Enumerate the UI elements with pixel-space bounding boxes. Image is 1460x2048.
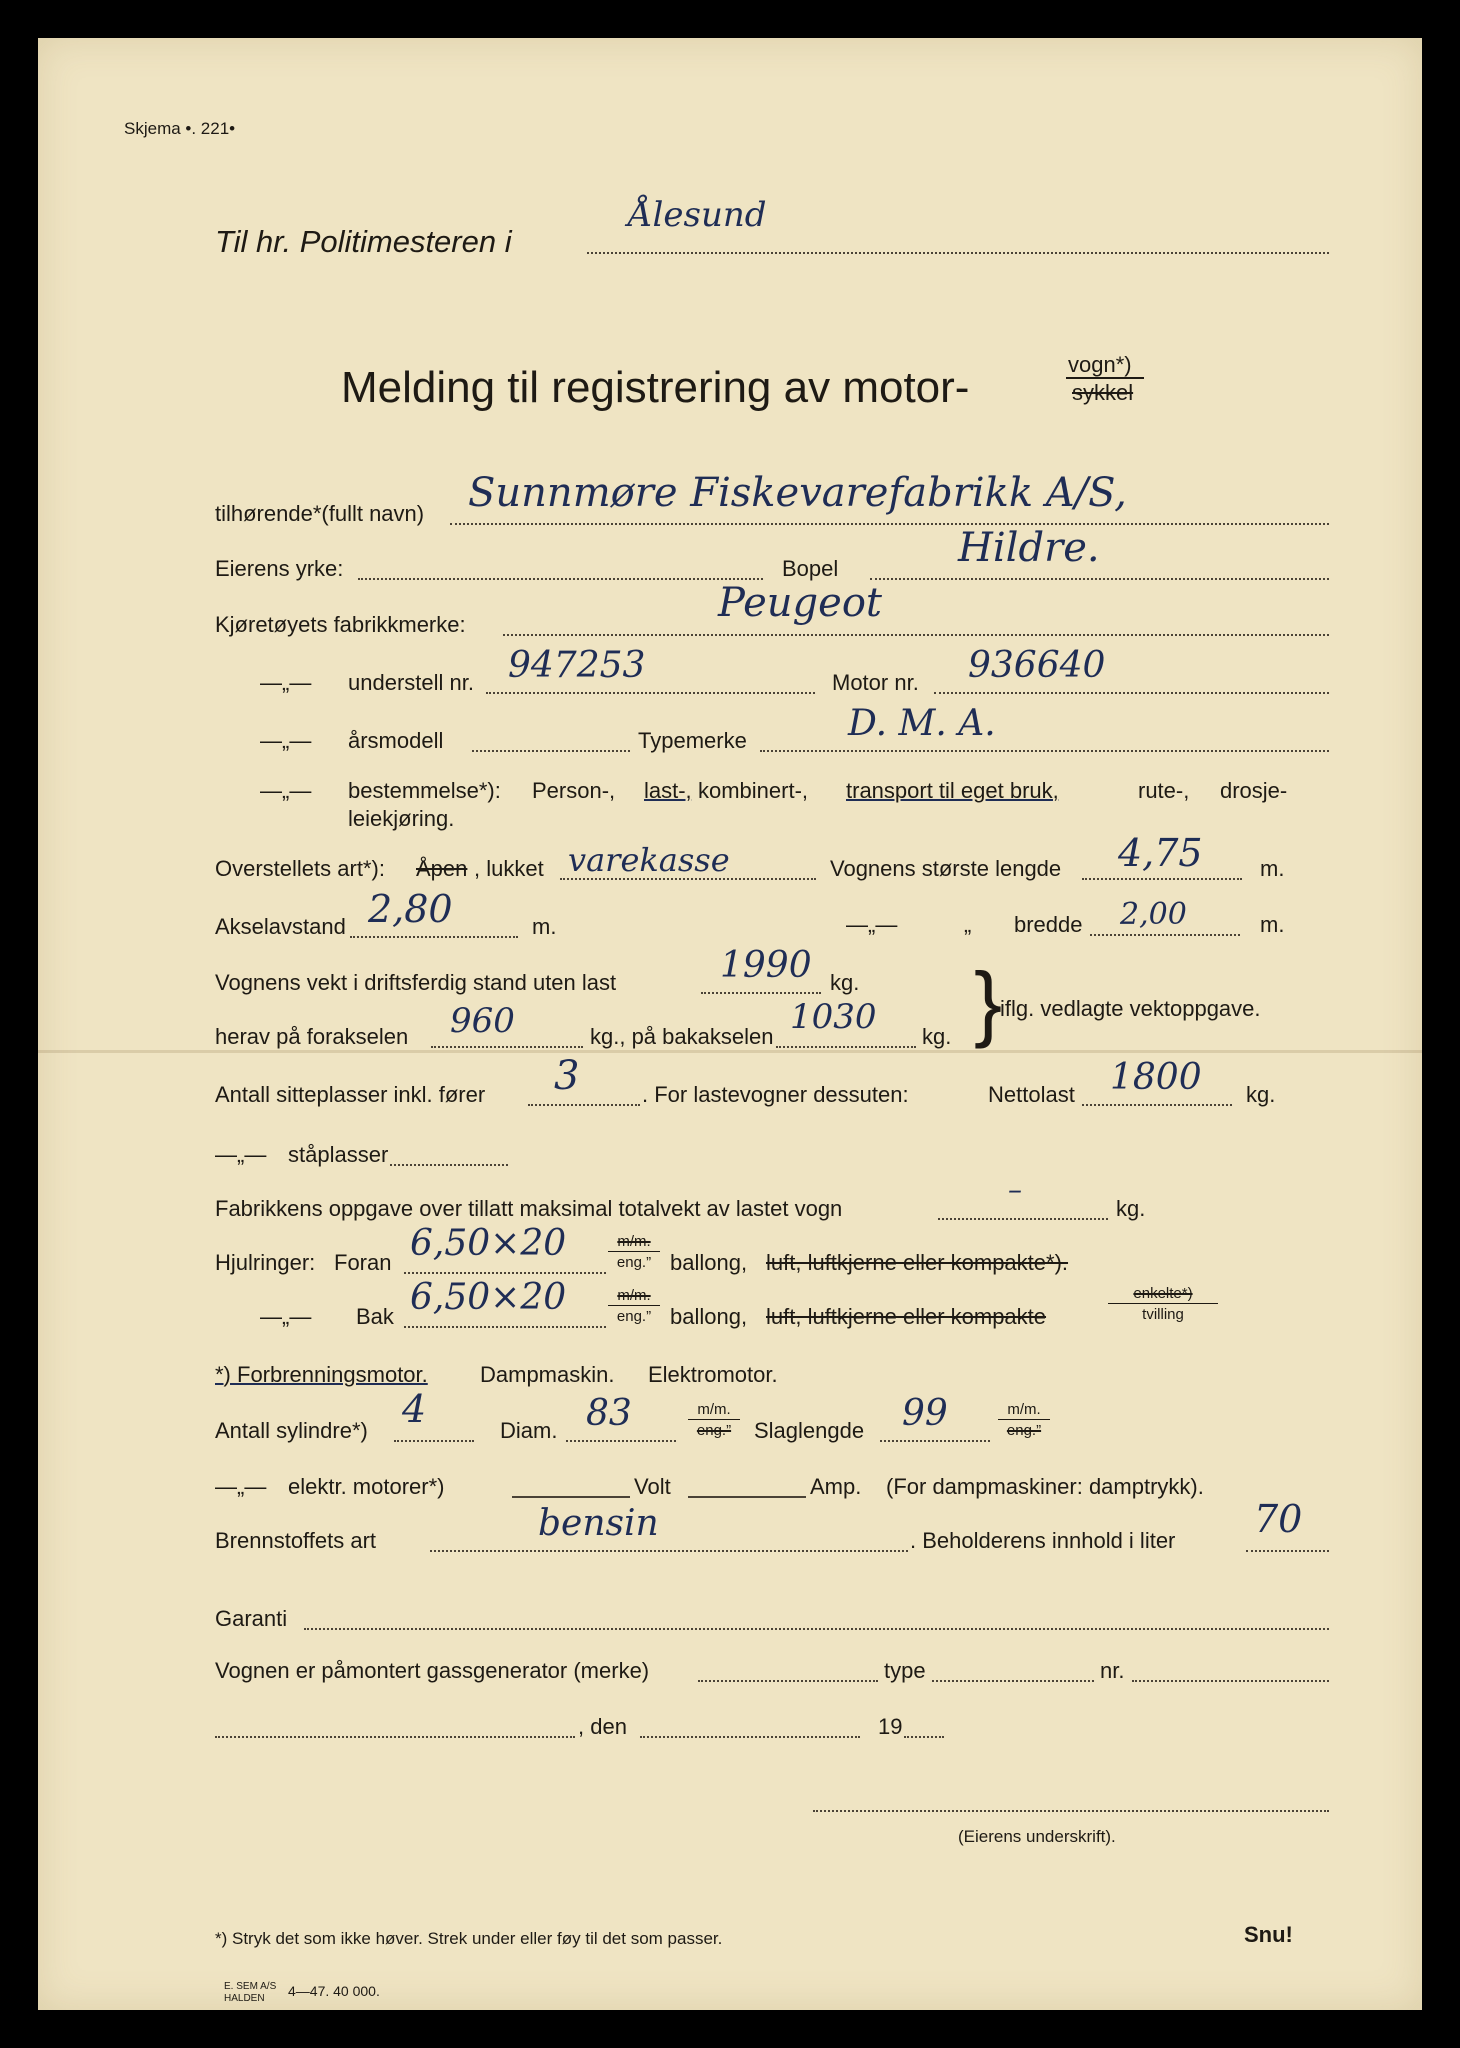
maxweight-unit: kg. (1116, 1196, 1146, 1221)
footnote: *) Stryk det som ikke høver. Strek under eller føy til det som passer. (215, 1929, 723, 1948)
body-label: Overstellets art*): (215, 856, 385, 881)
unit-mm: m/m. (688, 1402, 740, 1420)
wheelbase-value: 2,80 (368, 887, 453, 931)
width-label: bredde (1014, 912, 1083, 937)
residence-label: Bopel (782, 556, 839, 581)
title-option-vogn: vogn*) (1068, 352, 1132, 377)
purpose-kombinert: kombinert-, (698, 778, 809, 803)
rear-tire-line (404, 1326, 606, 1328)
weight-note: iflg. vedlagte vektoppgave. (1000, 996, 1261, 1021)
ditto-mark: —„— (260, 728, 312, 753)
elec-motors-line (512, 1496, 630, 1498)
guarantee-line (304, 1628, 1329, 1630)
printer-city: HALDEN (224, 1993, 265, 2004)
unit-mm: m/m. (608, 1288, 660, 1306)
gas-type-line (932, 1680, 1094, 1682)
purpose-line2: leiekjøring. (348, 806, 455, 831)
motor-value: 936640 (968, 645, 1106, 686)
make-value: Peugeot (718, 580, 882, 626)
make-line (503, 634, 1329, 636)
front-tire-balloon: ballong, (670, 1250, 748, 1275)
stroke-unit (998, 1402, 1050, 1438)
wheelbase-label: Akselavstand (215, 914, 346, 939)
gas-generator-line (698, 1680, 878, 1682)
signature-label: (Eierens underskrift). (958, 1827, 1116, 1846)
weight-value: 1990 (720, 945, 812, 986)
front-tire-rest: luft, luftkjerne eller kompakte*). (766, 1250, 1069, 1275)
wheelbase-unit: m. (532, 914, 557, 939)
width-unit: m. (1260, 912, 1285, 937)
ditto-mark: —„— (260, 1304, 312, 1329)
purpose-label: bestemmelse*): (348, 778, 501, 803)
net-load-unit: kg. (1246, 1082, 1276, 1107)
year-suffix-line (904, 1736, 944, 1738)
unit-eng: eng.” (1006, 1422, 1042, 1439)
addressee-line (587, 252, 1329, 254)
engine-steam: Dampmaskin. (480, 1362, 615, 1387)
purpose-person: Person-, (532, 778, 616, 803)
purpose-last: last-, (644, 778, 692, 803)
body-closed: , lukket (474, 856, 544, 881)
diam-unit (688, 1402, 740, 1438)
length-label: Vognens største lengde (830, 856, 1062, 881)
stroke-value: 99 (902, 1393, 948, 1434)
weight-line (701, 992, 821, 994)
net-load-line (1082, 1104, 1232, 1106)
rear-tire-value: 6,50×20 (410, 1277, 567, 1318)
occupation-line (358, 578, 763, 580)
front-tire-line (404, 1272, 606, 1274)
owner-line (450, 523, 1329, 525)
fuel-label: Brennstoffets art (215, 1528, 377, 1553)
seats-value: 3 (554, 1053, 580, 1099)
fuel-value: bensin (538, 1503, 659, 1544)
ditto-mark: —„— (215, 1142, 267, 1167)
chassis-line (486, 692, 815, 694)
diam-value: 83 (586, 1393, 632, 1434)
purpose-transport: transport til eget bruk, (846, 778, 1059, 803)
wheelbase-line (350, 936, 518, 938)
maxweight-line (938, 1218, 1108, 1220)
steam-pressure-label: (For dampmaskiner: damptrykk). (886, 1474, 1204, 1499)
stroke-label: Slaglengde (754, 1418, 865, 1443)
volt-line (688, 1496, 806, 1498)
maxweight-label: Fabrikkens oppgave over tillatt maksimal totalvekt av lastet vogn (215, 1196, 843, 1221)
cylinders-label: Antall sylindre*) (215, 1418, 368, 1443)
year-label: årsmodell (348, 728, 444, 753)
ditto-mark: —„— (260, 670, 312, 695)
weight-brace: } (974, 955, 1003, 1049)
net-load-value: 1800 (1110, 1057, 1202, 1098)
tank-line (1246, 1550, 1329, 1552)
residence-line (870, 578, 1329, 580)
tank-value: 70 (1254, 1497, 1303, 1541)
motor-label: Motor nr. (832, 670, 919, 695)
length-unit: m. (1260, 856, 1285, 881)
net-load-label: Nettolast (988, 1082, 1075, 1107)
rear-axle-value: 1030 (790, 997, 877, 1037)
body-value: varekasse (568, 841, 730, 879)
unit-eng: eng.” (616, 1308, 652, 1325)
weight-label: Vognens vekt i driftsferdig stand uten last (215, 970, 617, 995)
front-tire-label: Foran (334, 1250, 392, 1275)
addressee-label: Til hr. Politimesteren i (215, 224, 512, 259)
form-number: Skjema •. 221• (124, 119, 236, 138)
diam-line (566, 1440, 676, 1442)
weight-unit: kg. (830, 970, 860, 995)
gas-nr-line (1132, 1680, 1329, 1682)
width-line (1090, 934, 1240, 936)
unit-mm: m/m. (998, 1402, 1050, 1420)
chassis-value: 947253 (508, 645, 646, 686)
tires-label: Hjulringer: (215, 1250, 316, 1275)
rear-axle-line (776, 1046, 916, 1048)
unit-mm: m/m. (608, 1234, 660, 1252)
diam-label: Diam. (500, 1418, 558, 1443)
print-code: 4—47. 40 000. (288, 1983, 380, 1999)
owner-label: tilhørende*(fullt navn) (215, 501, 425, 526)
standing-label: ståplasser (288, 1142, 389, 1167)
elec-motors-label: elektr. motorer*) (288, 1474, 445, 1499)
choice-twin: tvilling (1142, 1306, 1184, 1323)
standing-line (390, 1164, 508, 1166)
unit-eng: eng.” (696, 1422, 732, 1439)
purpose-drosje: drosje- (1220, 778, 1288, 803)
title-fraction-bar (1066, 377, 1144, 379)
width-value: 2,00 (1120, 897, 1187, 932)
signature-line (813, 1810, 1329, 1812)
stroke-line (880, 1440, 990, 1442)
date-year: 19 (878, 1714, 903, 1739)
choice-single: enkelte*) (1108, 1286, 1218, 1304)
width-quote: „ (964, 912, 972, 937)
engine-combustion: *) Forbrenningsmotor. (215, 1362, 428, 1387)
seats-label: Antall sitteplasser inkl. fører (215, 1082, 486, 1107)
unit-eng: eng.” (616, 1254, 652, 1271)
maxweight-value: – (1008, 1173, 1022, 1206)
type-line (760, 750, 1329, 752)
rear-tire-unit (608, 1288, 660, 1324)
length-line (1082, 878, 1242, 880)
type-value: D. M. A. (848, 703, 996, 744)
gas-type-label: type (884, 1658, 926, 1683)
gas-generator-label: Vognen er påmontert gassgenerator (merke) (215, 1658, 650, 1683)
owner-name: Sunnmøre Fiskevarefabrikk A/S, (468, 470, 1127, 516)
cylinders-value: 4 (402, 1387, 427, 1431)
title-option-sykkel: sykkel (1072, 380, 1134, 405)
purpose-rute: rute-, (1138, 778, 1190, 803)
truck-label: . For lastevogner dessuten: (642, 1082, 909, 1107)
residence-value: Hildre. (958, 525, 1100, 571)
rear-tire-label: Bak (356, 1304, 394, 1329)
ditto-mark: —„— (215, 1474, 267, 1499)
cylinders-line (394, 1440, 474, 1442)
single-twin-choice (1108, 1286, 1218, 1322)
form-paper (38, 38, 1422, 2010)
place-line (215, 1736, 575, 1738)
fuel-line (430, 1550, 908, 1552)
volt-label: Volt (634, 1474, 671, 1499)
type-label: Typemerke (638, 728, 747, 753)
turn-page: Snu! (1244, 1922, 1293, 1947)
amp-label: Amp. (810, 1474, 862, 1499)
front-tire-unit (608, 1234, 660, 1270)
body-open: Åpen (416, 856, 468, 881)
front-axle-value: 960 (450, 1001, 515, 1041)
rear-axle-unit: kg. (922, 1024, 952, 1049)
chassis-label: understell nr. (348, 670, 474, 695)
front-axle-line (431, 1046, 583, 1048)
front-axle-label: herav på forakselen (215, 1024, 409, 1049)
gas-nr-label: nr. (1100, 1658, 1125, 1683)
length-value: 4,75 (1118, 831, 1203, 875)
tank-label: . Beholderens innhold i liter (910, 1528, 1176, 1553)
make-label: Kjøretøyets fabrikkmerke: (215, 612, 466, 637)
printer-name: E. SEM A/S (224, 1981, 277, 1992)
date-den: , den (578, 1714, 627, 1739)
rear-tire-balloon: ballong, (670, 1304, 748, 1329)
form-title: Melding til registrering av motor- (341, 363, 970, 412)
front-tire-value: 6,50×20 (410, 1223, 567, 1264)
ditto-mark: —„— (846, 912, 898, 937)
occupation-label: Eierens yrke: (215, 556, 344, 581)
rear-axle-label: kg., på bakakselen (590, 1024, 774, 1049)
addressee-city: Ålesund (628, 195, 767, 235)
guarantee-label: Garanti (215, 1606, 288, 1631)
year-line (472, 750, 630, 752)
ditto-mark: —„— (260, 778, 312, 803)
motor-line (934, 692, 1329, 694)
seats-line (528, 1104, 640, 1106)
rear-tire-rest: luft, luftkjerne eller kompakte (766, 1304, 1047, 1329)
date-line (640, 1736, 860, 1738)
engine-electric: Elektromotor. (648, 1362, 778, 1387)
